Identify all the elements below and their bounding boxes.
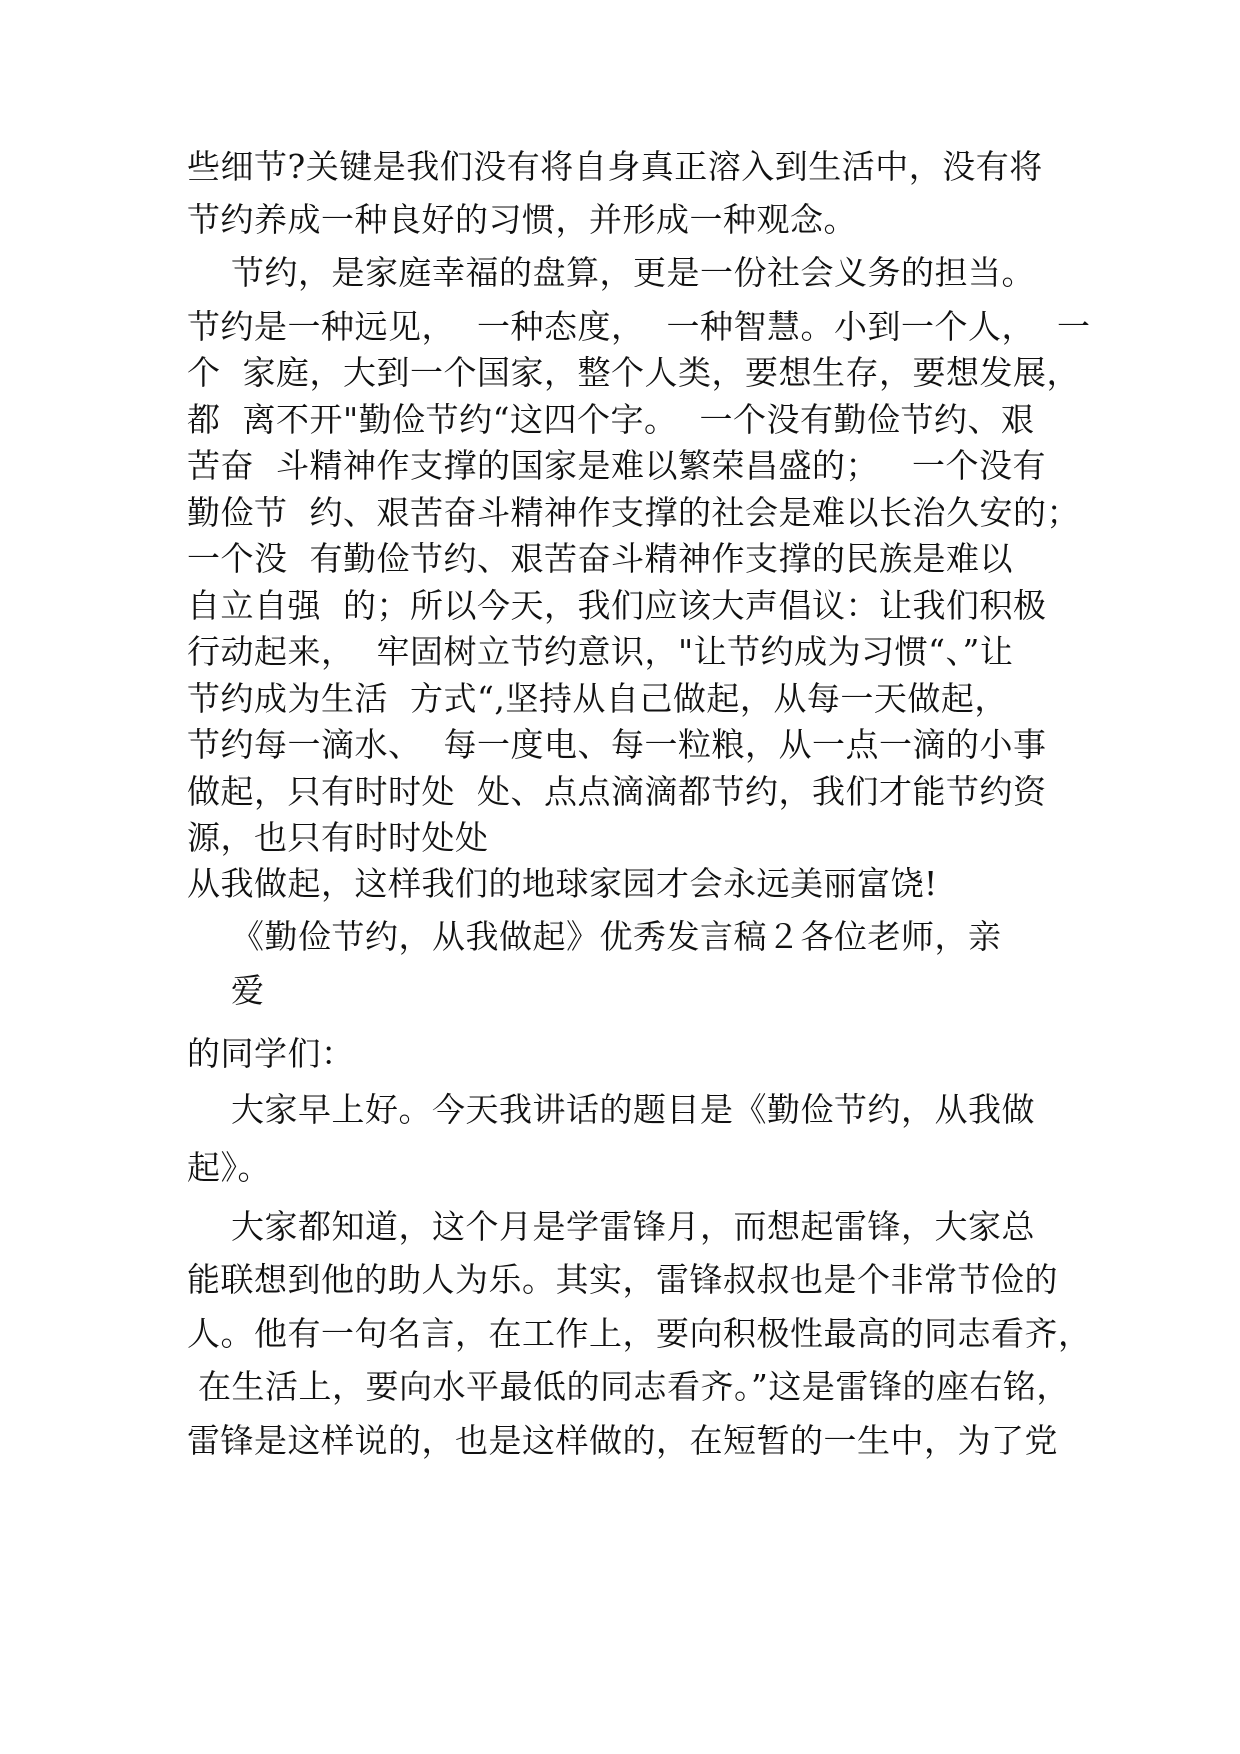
text-line: 从我做起，这样我们的地球家园才会永远美丽富饶!: [187, 864, 938, 903]
text-line: 能联想到他的助人为乐。其实，雷锋叔叔也是个非常节俭的: [187, 1260, 1058, 1299]
text-line: 做起，只有时时处 处、点点滴滴都节约，我们才能节约资: [187, 772, 1047, 811]
text-line: 个 家庭，大到一个国家，整个人类，要想生存，要想发展，: [187, 353, 1080, 392]
text-line: 勤俭节 约、艰苦奋斗精神作支撑的社会是难以长治久安的；: [187, 493, 1080, 532]
text-line: 自立自强 的；所以今天，我们应该大声倡议：让我们积极: [187, 586, 1047, 625]
text-line: 苦奋 斗精神作支撑的国家是难以繁荣昌盛的； 一个没有: [187, 446, 1046, 485]
text-line: 源，也只有时时处处: [187, 818, 489, 857]
text-line: 节约是一种远见， 一种态度， 一种智慧。小到一个人， 一: [187, 307, 1091, 346]
text-line: 行动起来， 牢固树立节约意识，"让节约成为习惯“、”让: [187, 632, 1014, 671]
text-line: 《勤俭节约，从我做起》优秀发言稿２各位老师，亲: [187, 917, 1002, 956]
text-line: 节约每一滴水、 每一度电、每一粒粮，从一点一滴的小事: [187, 725, 1047, 764]
text-line: 大家早上好。今天我讲话的题目是《勤俭节约，从我做: [187, 1090, 1035, 1129]
text-line: 爱: [187, 971, 265, 1010]
text-line: 节约养成一种良好的习惯，并形成一种观念。: [187, 200, 857, 239]
text-line: 都 离不开"勤俭节约“这四个字。 一个没有勤俭节约、艰: [187, 400, 1035, 439]
text-line: 大家都知道，这个月是学雷锋月，而想起雷锋，大家总: [187, 1207, 1035, 1246]
text-line: 雷锋是这样说的，也是这样做的，在短暂的一生中，为了党: [187, 1421, 1058, 1460]
text-line: 些细节?关键是我们没有将自身真正溶入到生活中，没有将: [187, 147, 1043, 186]
text-line: 在生活上，要向水平最低的同志看齐。”这是雷锋的座右铭，: [187, 1367, 1070, 1406]
text-line: 节约成为生活 方式“,坚持从自己做起，从每一天做起，: [187, 679, 1008, 718]
text-line: 起》。: [187, 1148, 271, 1187]
text-line: 一个没 有勤俭节约、艰苦奋斗精神作支撑的民族是难以: [187, 539, 1013, 578]
text-line: 节约，是家庭幸福的盘算，更是一份社会义务的担当。: [187, 253, 1035, 292]
text-line: 人。他有一句名言，在工作上，要向积极性最高的同志看齐，: [187, 1314, 1092, 1353]
text-line: 的同学们：: [187, 1034, 355, 1073]
